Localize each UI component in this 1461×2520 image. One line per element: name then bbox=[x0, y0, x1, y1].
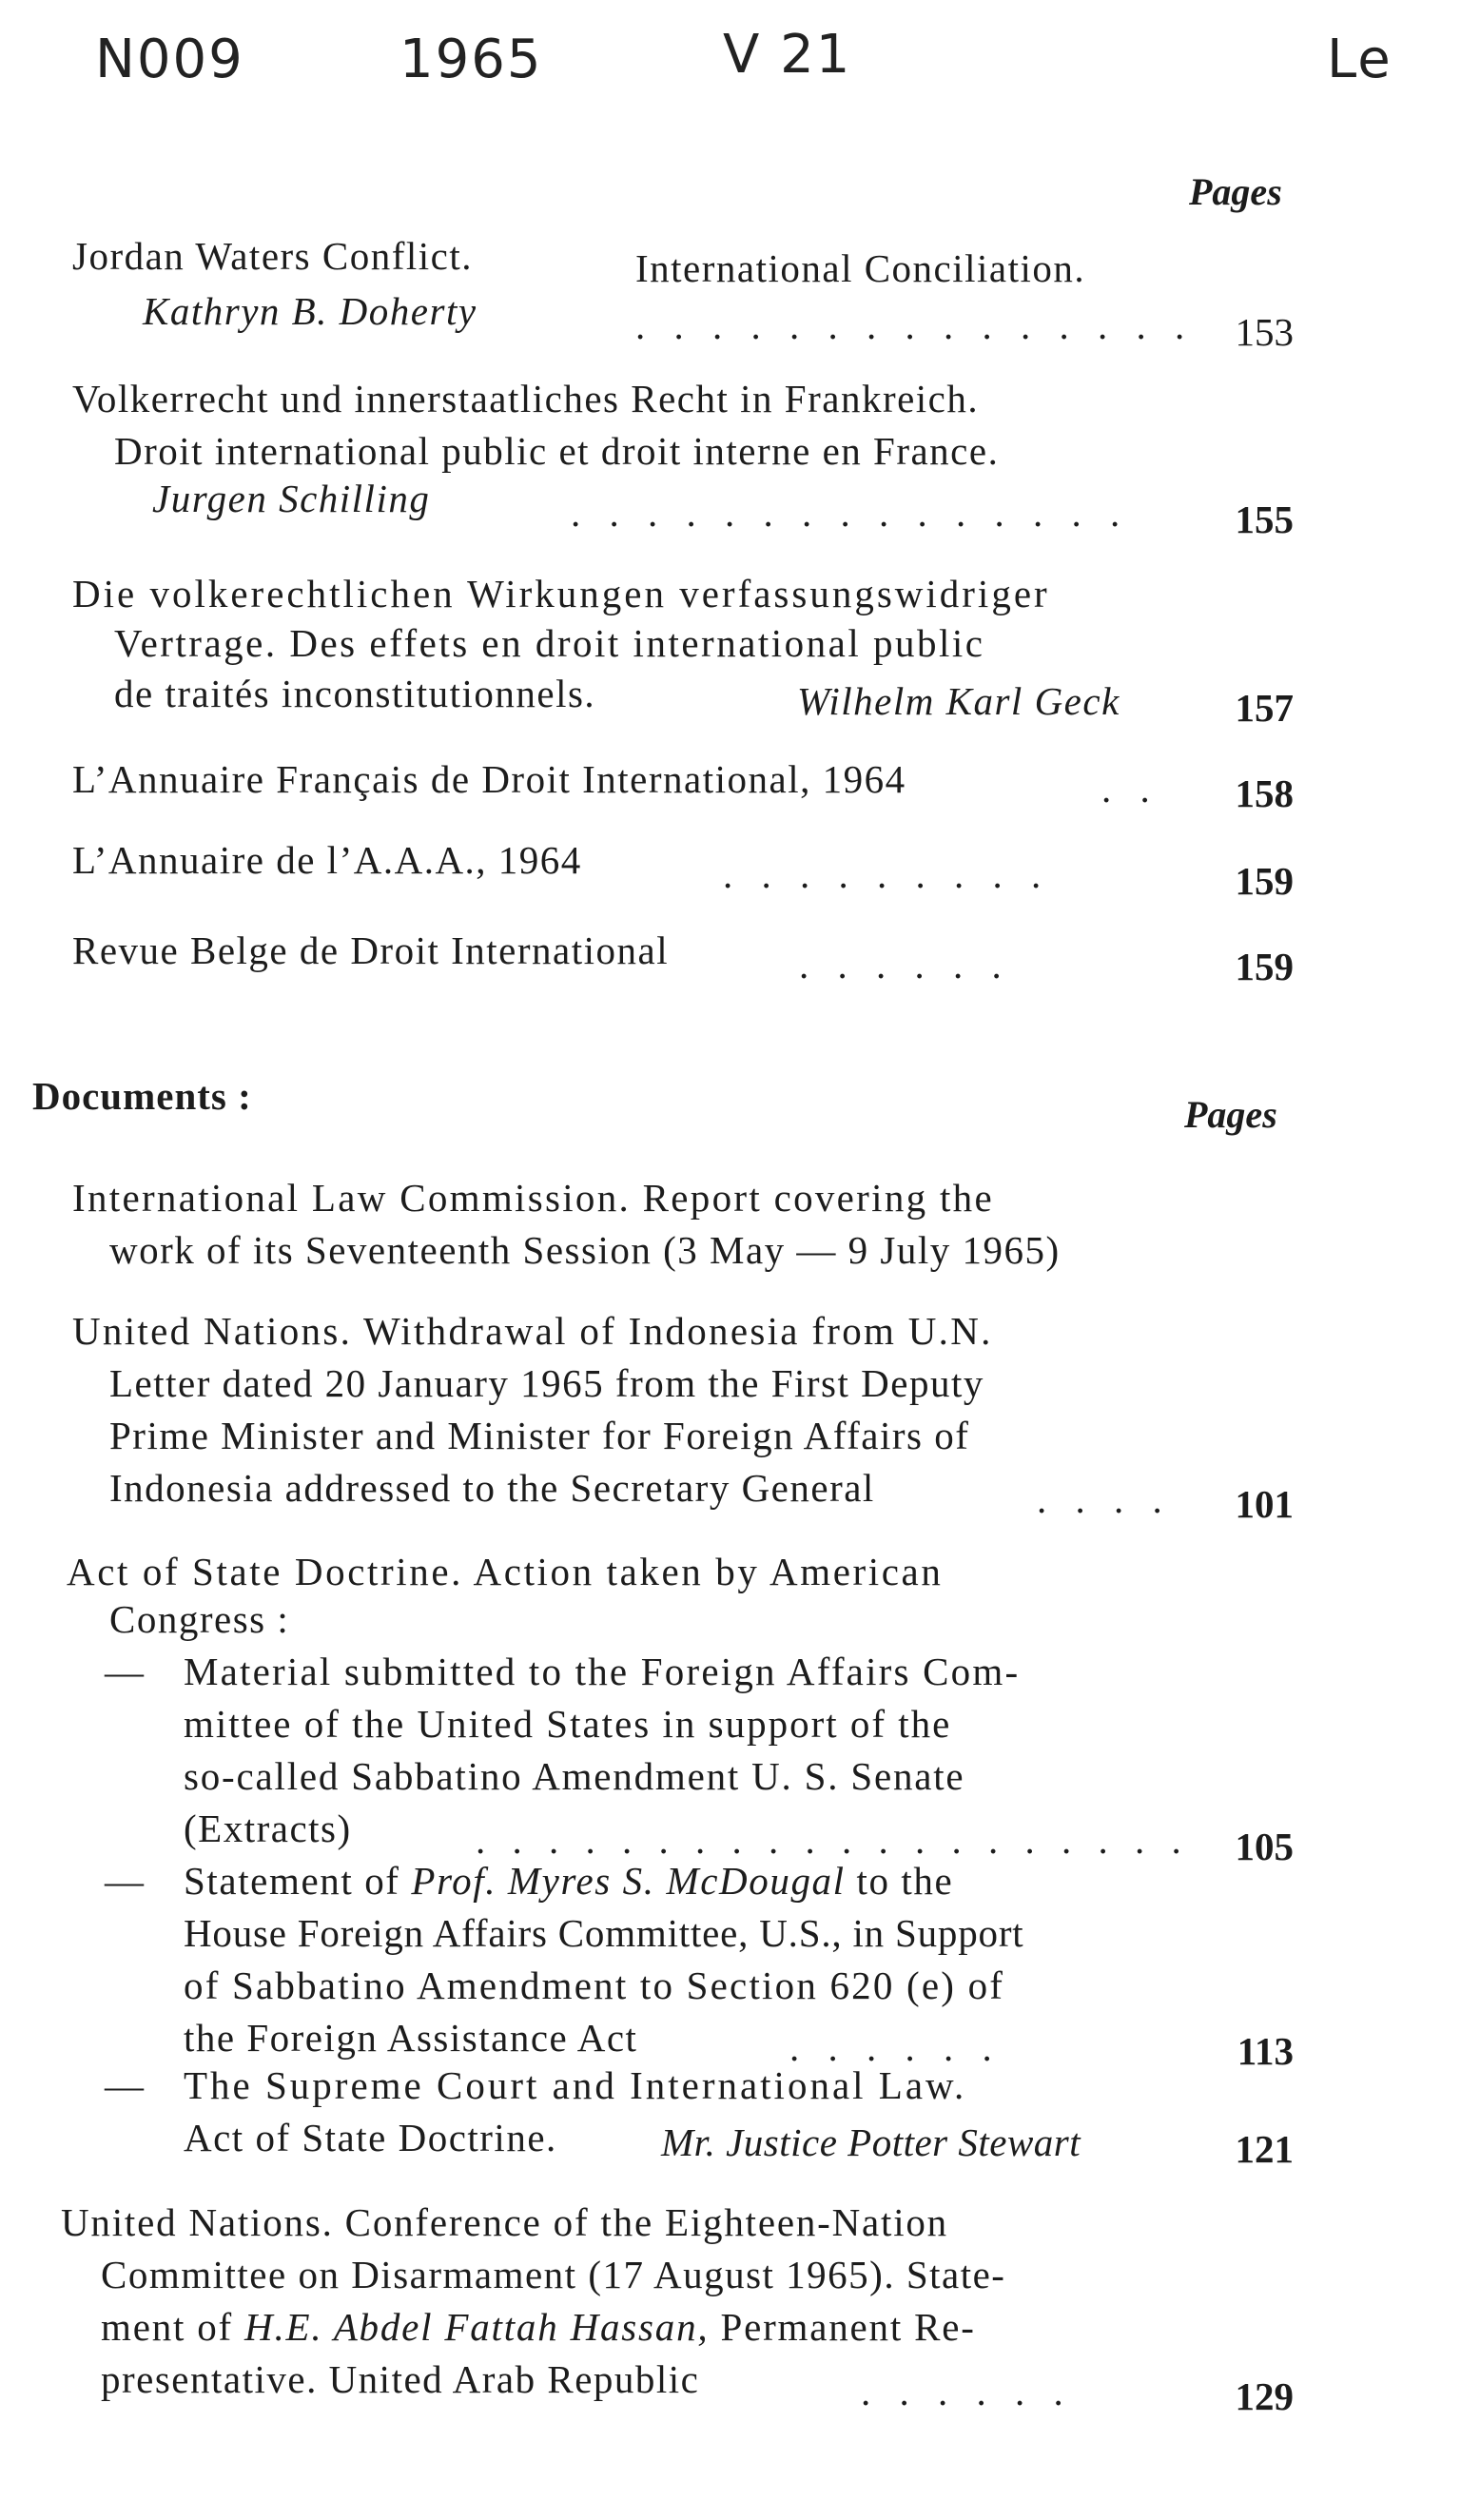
entry-author: Jurgen Schilling bbox=[152, 477, 431, 520]
page-number: 158 bbox=[1235, 772, 1294, 815]
leader-dots: . . . . bbox=[1037, 1477, 1172, 1521]
entry-title-line2: work of its Seventeenth Session (3 May — 9 July 1965) bbox=[109, 1228, 1061, 1272]
leader-dots: . . . . . . . . . bbox=[723, 852, 1051, 896]
pages-header-reviews: Pages bbox=[1189, 170, 1282, 213]
leader-dots: . . bbox=[1101, 767, 1159, 811]
sub-title-line2: Act of State Doctrine. bbox=[184, 2116, 557, 2159]
leader-dots: . . . . . . . . . . . . . . . bbox=[571, 491, 1130, 535]
handwritten-volume: V 21 bbox=[723, 24, 852, 86]
person-name: H.E. Abdel Fattah Hassan, bbox=[244, 2305, 710, 2349]
entry-title: Act of State Doctrine. Action taken by American bbox=[67, 1550, 944, 1593]
list-dash: — bbox=[105, 2063, 144, 2107]
entry-title: Revue Belge de Droit International bbox=[72, 928, 670, 972]
sub-title-line4: the Foreign Assistance Act bbox=[184, 2016, 638, 2060]
handwritten-year: 1965 bbox=[399, 29, 543, 90]
pages-header-documents: Pages bbox=[1184, 1093, 1277, 1136]
text-post: to the bbox=[845, 1859, 954, 1903]
leader-dots: . . . . . . bbox=[799, 943, 1011, 987]
person-name: Prof. Myres S. McDougal bbox=[411, 1859, 846, 1903]
page-number: 159 bbox=[1235, 859, 1294, 903]
sub-title: Material submitted to the Foreign Affairs Com- bbox=[184, 1650, 1021, 1693]
sub-title-line2: House Foreign Affairs Committee, U.S., in Support bbox=[184, 1911, 1024, 1955]
entry-title-line3 bbox=[101, 2304, 976, 2350]
entry-title: United Nations. Withdrawal of Indonesia from U.N. bbox=[72, 1309, 993, 1353]
sub-title-line3: of Sabbatino Amendment to Section 620 (e) of bbox=[184, 1963, 1005, 2007]
entry-title: L’Annuaire de l’A.A.A., 1964 bbox=[72, 838, 582, 882]
entry-title-line3: de traités inconstitutionnels. bbox=[114, 672, 596, 715]
entry-title-line2: Vertrage. Des effets en droit international public bbox=[114, 621, 985, 665]
text-pre: Statement of bbox=[184, 1859, 412, 1903]
entry-title-line3: Prime Minister and Minister for Foreign Affairs of bbox=[109, 1414, 970, 1457]
entry-title-cont: International Conciliation. bbox=[635, 246, 1086, 290]
leader-dots: . . . . . . . . . . . . . . . . . . . . bbox=[476, 1818, 1190, 1862]
list-dash: — bbox=[105, 1859, 144, 1903]
entry-title: Volkerrecht und innerstaatliches Recht in Frankreich. bbox=[72, 377, 980, 420]
page-number: 121 bbox=[1235, 2127, 1294, 2171]
page-number: 157 bbox=[1235, 686, 1294, 730]
page-number: 159 bbox=[1235, 945, 1294, 988]
text-post: Permanent Re- bbox=[709, 2305, 976, 2349]
leader-dots: . . . . . . . . . . . . . . . bbox=[635, 303, 1195, 347]
page-number: 101 bbox=[1235, 1482, 1294, 1526]
entry-title: Jordan Waters Conflict. bbox=[72, 234, 473, 278]
page-number: 129 bbox=[1235, 2374, 1294, 2418]
entry-title-line4: presentative. United Arab Republic bbox=[101, 2357, 700, 2401]
sub-title-line4: (Extracts) bbox=[184, 1807, 352, 1850]
entry-author: Kathryn B. Doherty bbox=[143, 289, 477, 333]
page-number: 155 bbox=[1235, 498, 1294, 541]
list-dash: — bbox=[105, 1650, 144, 1693]
entry-title: International Law Commission. Report covering the bbox=[72, 1176, 994, 1220]
documents-heading: Documents : bbox=[32, 1074, 252, 1118]
leader-dots: . . . . . . bbox=[789, 2025, 1002, 2069]
entry-title: L’Annuaire Français de Droit International, 1964 bbox=[72, 757, 906, 801]
entry-title-line2: Congress : bbox=[109, 1597, 290, 1641]
entry-title: United Nations. Conference of the Eighteen-Nation bbox=[61, 2200, 948, 2244]
handwritten-mark: Le bbox=[1327, 29, 1393, 90]
entry-author: Mr. Justice Potter Stewart bbox=[661, 2120, 1081, 2164]
sub-title bbox=[184, 1858, 953, 1904]
page-number: 105 bbox=[1235, 1825, 1294, 1868]
leader-dots: . . . . . . bbox=[861, 2370, 1073, 2413]
sub-title-line2: mittee of the United States in support of the bbox=[184, 1702, 952, 1746]
page-number: 113 bbox=[1237, 2029, 1294, 2073]
entry-title-line2: Droit international public et droit interne en France. bbox=[114, 429, 1000, 473]
entry-title: Die volkerechtlichen Wirkungen verfassungswidriger bbox=[72, 572, 1050, 615]
handwritten-ref-code: N009 bbox=[95, 29, 244, 90]
entry-title-line4: Indonesia addressed to the Secretary General bbox=[109, 1466, 875, 1510]
entry-author: Wilhelm Karl Geck bbox=[797, 679, 1120, 723]
page-number: 153 bbox=[1235, 310, 1294, 354]
entry-title-line2: Letter dated 20 January 1965 from the First Deputy bbox=[109, 1361, 984, 1405]
text-pre: ment of bbox=[101, 2305, 245, 2349]
entry-title-line2: Committee on Disarmament (17 August 1965). State- bbox=[101, 2253, 1006, 2296]
sub-title-line3: so-called Sabbatino Amendment U. S. Senate bbox=[184, 1754, 965, 1798]
sub-title: The Supreme Court and International Law. bbox=[184, 2063, 967, 2107]
